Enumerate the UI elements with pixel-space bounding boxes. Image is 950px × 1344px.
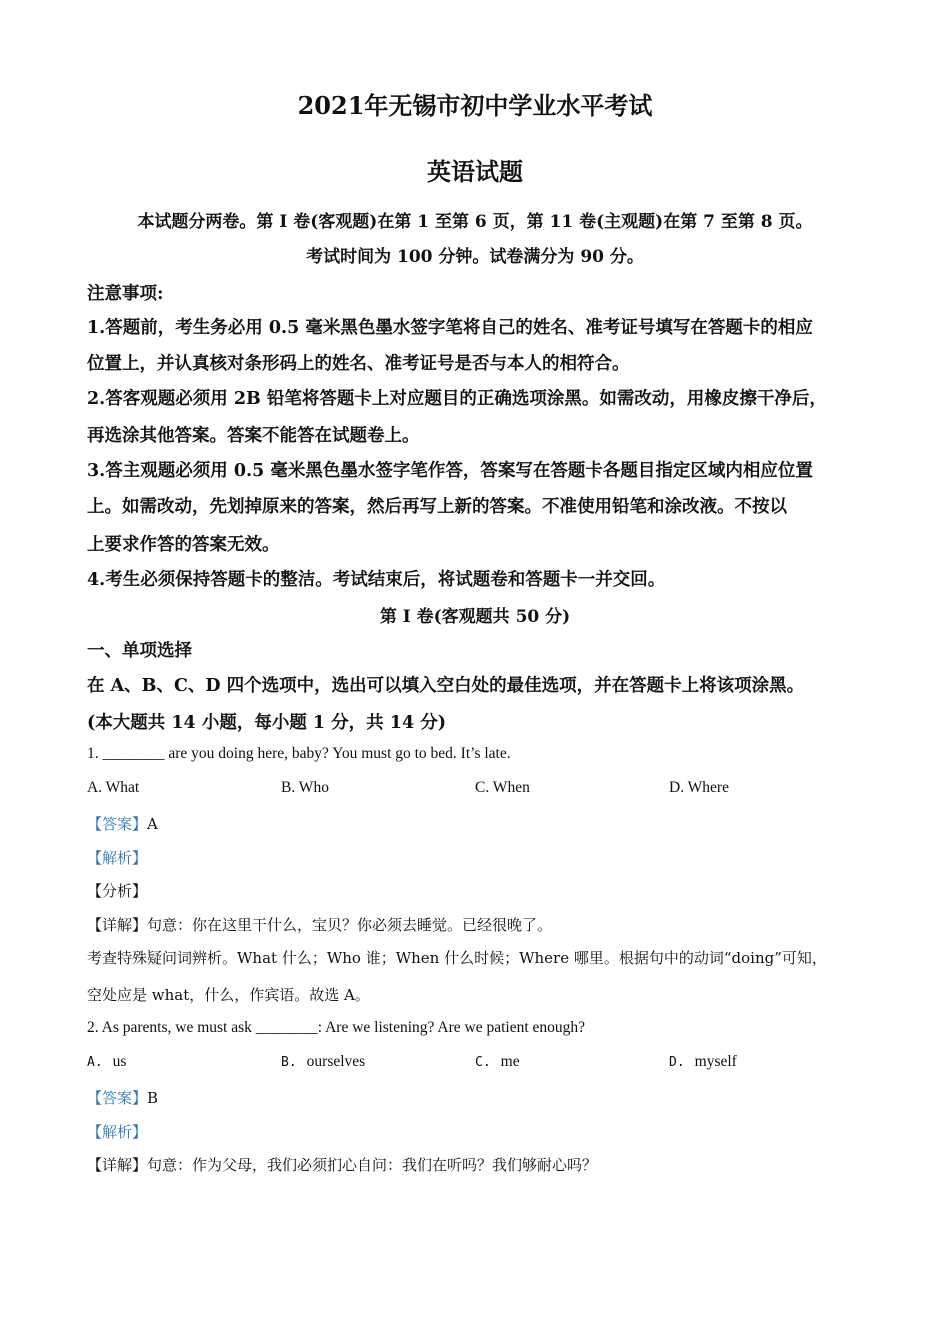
option-letter: A. xyxy=(87,1055,103,1070)
option-text: me xyxy=(500,1053,520,1070)
q2-option-b xyxy=(281,1053,365,1071)
q2-answer xyxy=(87,1087,158,1108)
q2-option-d xyxy=(669,1053,737,1071)
q1-option-c: C. When xyxy=(475,779,530,796)
note-line: 位置上，并认真核对条形码上的姓名、准考证号是否与本人的相符合。 xyxy=(87,354,630,374)
note-line: 1.答题前，考生务必用 0.5 毫米黑色墨水签字笔将自己的姓名、准考证号填写在答题卡的相应 xyxy=(87,318,813,338)
question-2-stem: 2. As parents, we must ask ________: Are we listening? Are we patient enough? xyxy=(87,1019,586,1036)
question-1-stem: 1. ________ are you doing here, baby? You must go to bed. It’s late. xyxy=(87,745,511,762)
section-title: 第 I 卷(客观题共 50 分) xyxy=(379,607,571,627)
option-text: myself xyxy=(694,1053,737,1070)
note-line: 2.答客观题必须用 2B 铅笔将答题卡上对应题目的正确选项涂黑。如需改动，用橡皮擦干净后， xyxy=(87,389,827,409)
exam-subtitle: 英语试题 xyxy=(427,157,523,186)
q1-answer xyxy=(87,813,158,834)
q1-option-b: B. Who xyxy=(281,779,329,796)
q1-fenxi-tag: 【分析】 xyxy=(87,882,148,900)
part-heading: 一、单项选择 xyxy=(87,641,192,661)
q2-analysis-tag: 【解析】 xyxy=(87,1123,148,1141)
option-text: us xyxy=(112,1053,127,1070)
q2-detail: 【详解】句意：作为父母，我们必须扪心自问：我们在听吗？我们够耐心吗？ xyxy=(87,1156,598,1174)
q1-analysis-tag: 【解析】 xyxy=(87,849,148,867)
intro-line-1: 本试题分两卷。第 I 卷(客观题)在第 1 至第 6 页，第 11 卷(主观题)在第 7 至第 8 页。 xyxy=(137,212,813,232)
option-letter: C. xyxy=(475,1055,491,1070)
q1-option-a: A. What xyxy=(87,779,140,796)
answer-tag: 【答案】 xyxy=(87,1089,148,1107)
option-text: ourselves xyxy=(306,1053,366,1070)
q1-option-d: D. Where xyxy=(669,779,729,796)
notes-heading: 注意事项: xyxy=(87,284,164,304)
part-scoring: (本大题共 14 小题，每小题 1 分，共 14 分) xyxy=(87,713,446,733)
exam-title: 2021年无锡市初中学业水平考试 xyxy=(297,91,653,120)
q1-explanation-line: 空处应是 what，什么，作宾语。故选 A。 xyxy=(87,986,370,1004)
note-line: 4.考生必须保持答题卡的整洁。考试结束后，将试题卷和答题卡一并交回。 xyxy=(87,570,666,590)
option-letter: D. xyxy=(669,1055,685,1070)
q1-explanation-line: 考查特殊疑问词辨析。What 什么；Who 谁；When 什么时候；Where 哪里。根据句中的动词“doing”可知， xyxy=(87,949,827,967)
note-line: 3.答主观题必须用 0.5 毫米黑色墨水签字笔作答，答案写在答题卡各题目指定区域内相应位置 xyxy=(87,461,813,481)
answer-value: A xyxy=(147,815,158,833)
answer-tag: 【答案】 xyxy=(87,815,148,833)
intro-line-2: 考试时间为 100 分钟。试卷满分为 90 分。 xyxy=(306,247,644,267)
q2-option-c xyxy=(475,1053,520,1071)
q1-detail: 【详解】句意：你在这里干什么，宝贝？你必须去睡觉。已经很晚了。 xyxy=(87,916,553,934)
note-line: 上。如需改动，先划掉原来的答案，然后再写上新的答案。不准使用铅笔和涂改液。不按以 xyxy=(87,497,787,517)
q2-option-a xyxy=(87,1053,126,1071)
option-letter: B. xyxy=(281,1055,297,1070)
note-line: 再选涂其他答案。答案不能答在试题卷上。 xyxy=(87,426,420,446)
note-line: 上要求作答的答案无效。 xyxy=(87,535,280,555)
part-instruction: 在 A、B、C、D 四个选项中，选出可以填入空白处的最佳选项，并在答题卡上将该项涂黑。 xyxy=(87,676,805,696)
answer-value: B xyxy=(147,1089,159,1107)
